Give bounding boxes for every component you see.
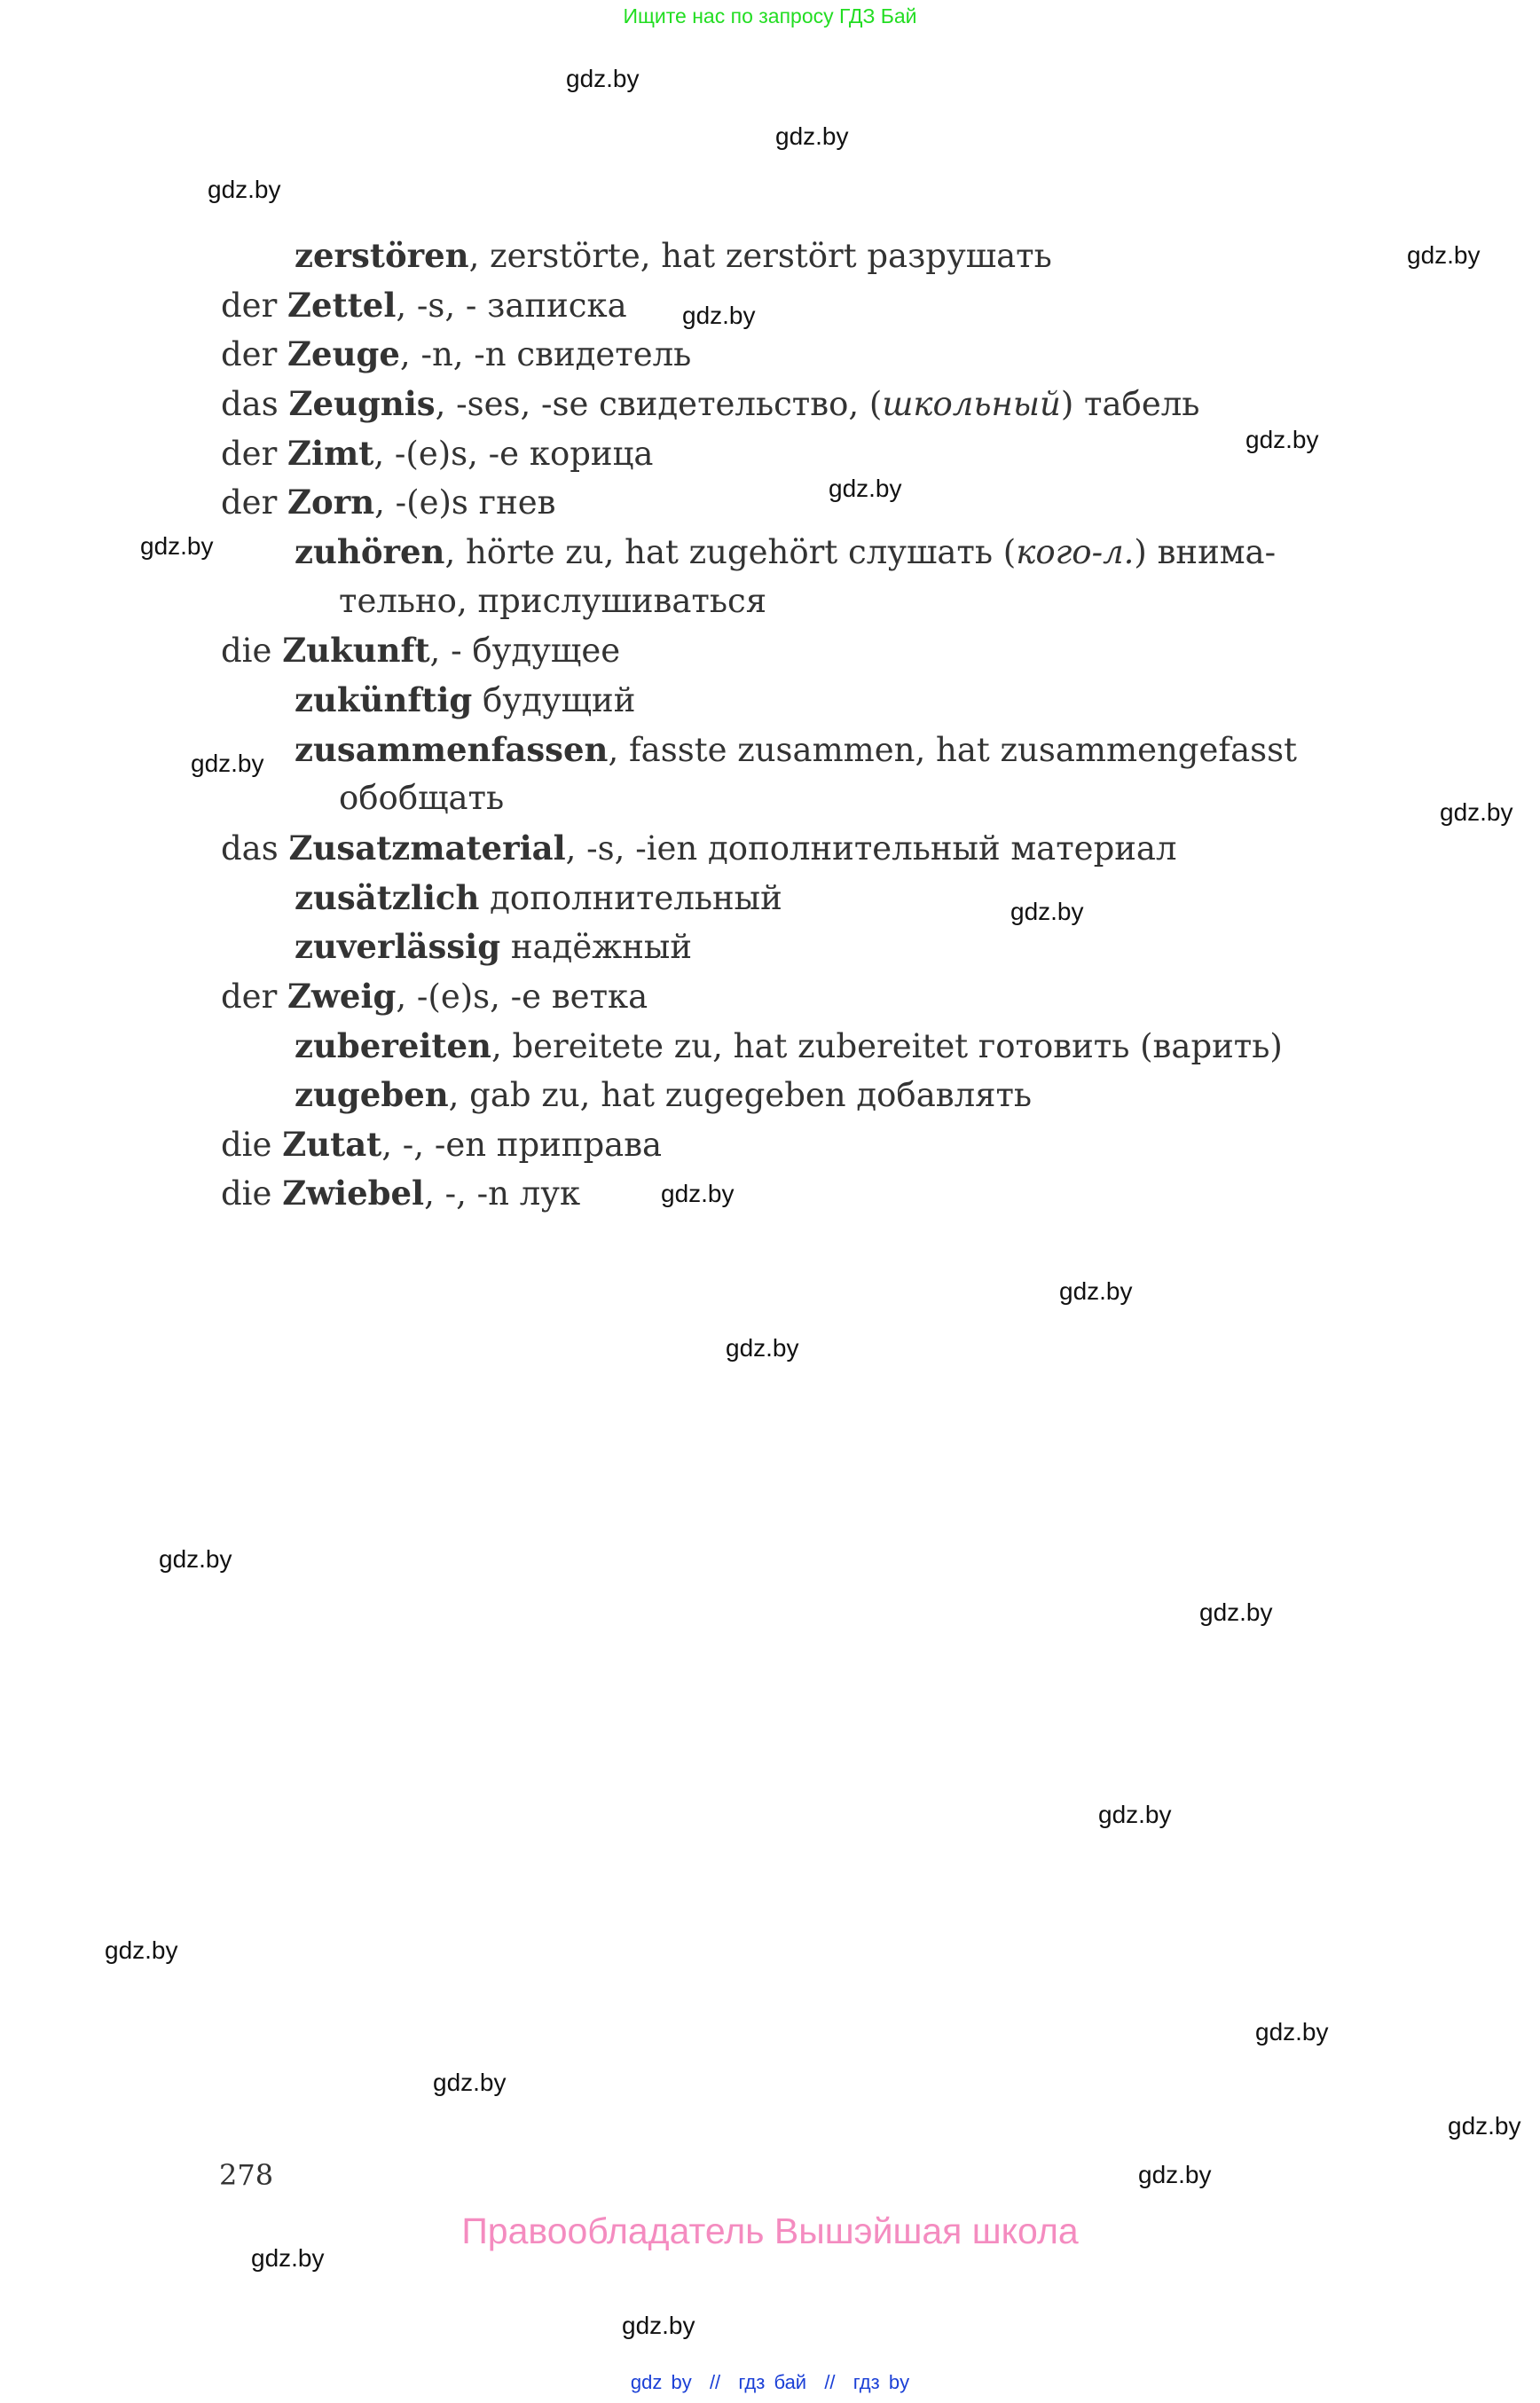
watermark: gdz.by xyxy=(433,2069,507,2096)
article: der xyxy=(221,287,278,325)
entry-continuation xyxy=(339,778,504,819)
headword: zubereiten xyxy=(295,1026,491,1065)
dictionary-entry xyxy=(221,828,1177,869)
entry-continuation xyxy=(339,581,766,622)
entry-text: , -, -en приправа xyxy=(381,1126,663,1164)
dictionary-entry xyxy=(295,926,692,968)
headword: zuhören xyxy=(295,532,445,571)
entry-text: обобщать xyxy=(339,779,505,817)
entry-text: , -(e)s гнев xyxy=(374,483,556,522)
headword: Zimt xyxy=(287,434,374,473)
entry-text: , -(e)s, -e ветка xyxy=(396,978,648,1016)
entry-text-tail: ) табель xyxy=(1060,385,1200,423)
entry-text: , hörte zu, hat zugehört слушать ( xyxy=(444,533,1017,571)
dictionary-entry xyxy=(221,630,620,671)
headword: zusammenfassen xyxy=(295,730,609,769)
headword: zukünftig xyxy=(295,680,473,719)
headword: Zorn xyxy=(287,483,375,522)
watermark: gdz.by xyxy=(208,176,281,203)
dictionary-entry xyxy=(295,531,1276,573)
dictionary-entry xyxy=(221,1173,580,1214)
entry-text: , zerstörte, hat zerstört разрушать xyxy=(468,237,1052,275)
headword: zusätzlich xyxy=(295,878,480,917)
dictionary-entry xyxy=(221,1124,662,1166)
headword: Zwiebel xyxy=(282,1174,425,1213)
watermark: gdz.by xyxy=(1448,2112,1521,2140)
article: der xyxy=(221,335,278,373)
copyright-text: Правообладатель Вышэйшая школа xyxy=(461,2211,1079,2251)
top-banner xyxy=(0,4,1540,28)
entry-text: , -s, - записка xyxy=(396,287,627,325)
article: die xyxy=(221,632,272,670)
watermark: gdz.by xyxy=(1138,2161,1212,2188)
entry-text: , -n, -n свидетель xyxy=(399,335,692,373)
watermark: gdz.by xyxy=(726,1334,799,1362)
entry-text-tail: ) внима- xyxy=(1134,533,1277,571)
italic-note: кого-л. xyxy=(1016,533,1135,571)
watermark: gdz.by xyxy=(1010,898,1084,925)
dictionary-entry xyxy=(295,877,782,919)
watermark: gdz.by xyxy=(1245,426,1319,453)
dictionary-entry xyxy=(221,334,691,375)
entry-text: , -s, -ien дополнительный материал xyxy=(565,829,1177,868)
watermark: gdz.by xyxy=(682,302,756,329)
watermark: gdz.by xyxy=(829,475,902,502)
headword: zugeben xyxy=(295,1075,449,1114)
entry-text: надёжный xyxy=(500,928,693,966)
headword: Zettel xyxy=(287,286,397,325)
article: die xyxy=(221,1126,272,1164)
watermark: gdz.by xyxy=(622,2312,695,2339)
dictionary-entry xyxy=(295,235,1052,277)
headword: Zweig xyxy=(287,977,397,1016)
watermark: gdz.by xyxy=(251,2244,325,2272)
headword: Zukunft xyxy=(282,631,430,670)
watermark: gdz.by xyxy=(1255,2018,1329,2046)
dictionary-entry xyxy=(295,679,635,721)
dictionary-entry xyxy=(221,482,555,523)
italic-note: школьный xyxy=(882,385,1061,423)
article: der xyxy=(221,435,278,473)
article: das xyxy=(221,829,279,868)
dictionary-entry xyxy=(221,285,627,326)
watermark: gdz.by xyxy=(1199,1598,1273,1626)
article: der xyxy=(221,483,278,522)
entry-text: будущий xyxy=(472,681,636,719)
dictionary-entry xyxy=(295,1074,1032,1116)
dictionary-entry xyxy=(295,729,1297,771)
article: die xyxy=(221,1174,272,1213)
dictionary-entry xyxy=(221,383,1199,425)
entry-text: , -ses, -se свидетельство, ( xyxy=(435,385,883,423)
search-hint-text: Ищите нас по запросу ГДЗ Бай xyxy=(623,4,917,27)
watermark: gdz.by xyxy=(1440,798,1513,826)
watermark: gdz.by xyxy=(140,532,214,560)
entry-text: , -, -n лук xyxy=(424,1174,581,1213)
headword: zuverlässig xyxy=(295,927,501,966)
watermark: gdz.by xyxy=(191,750,264,777)
watermark: gdz.by xyxy=(105,1936,178,1964)
article: der xyxy=(221,978,278,1016)
footer-links xyxy=(0,2370,1540,2395)
article: das xyxy=(221,385,279,423)
headword: zerstören xyxy=(295,236,469,275)
headword: Zeuge xyxy=(287,334,400,373)
entry-text: , fasste zusammen, hat zusammengefasst xyxy=(608,731,1297,769)
watermark: gdz.by xyxy=(661,1180,735,1207)
watermark: gdz.by xyxy=(159,1545,232,1573)
headword: Zeugnis xyxy=(288,384,436,423)
dictionary-entry xyxy=(221,433,653,475)
entry-text: , - будущее xyxy=(429,632,621,670)
entry-text: , gab zu, hat zugegeben добавлять xyxy=(448,1076,1033,1114)
entry-text: дополнительный xyxy=(479,879,782,917)
watermark: gdz.by xyxy=(1098,1801,1172,1828)
entry-text: , bereitete zu, hat zubereitet готовить (варить) xyxy=(491,1027,1283,1065)
footer-text: gdz by // гдз бай // гдз by xyxy=(630,2371,910,2393)
watermark: gdz.by xyxy=(1059,1277,1133,1305)
entry-text: тельно, прислушиваться xyxy=(339,582,767,620)
entry-text: , -(e)s, -e корица xyxy=(373,435,654,473)
watermark: gdz.by xyxy=(566,65,640,92)
copyright-notice xyxy=(0,2209,1540,2253)
watermark: gdz.by xyxy=(1407,241,1481,269)
headword: Zutat xyxy=(282,1125,382,1164)
dictionary-entry xyxy=(295,1025,1283,1067)
page-number: 278 xyxy=(219,2158,274,2192)
headword: Zusatzmaterial xyxy=(288,828,566,868)
watermark: gdz.by xyxy=(775,122,849,150)
dictionary-entry xyxy=(221,976,648,1017)
